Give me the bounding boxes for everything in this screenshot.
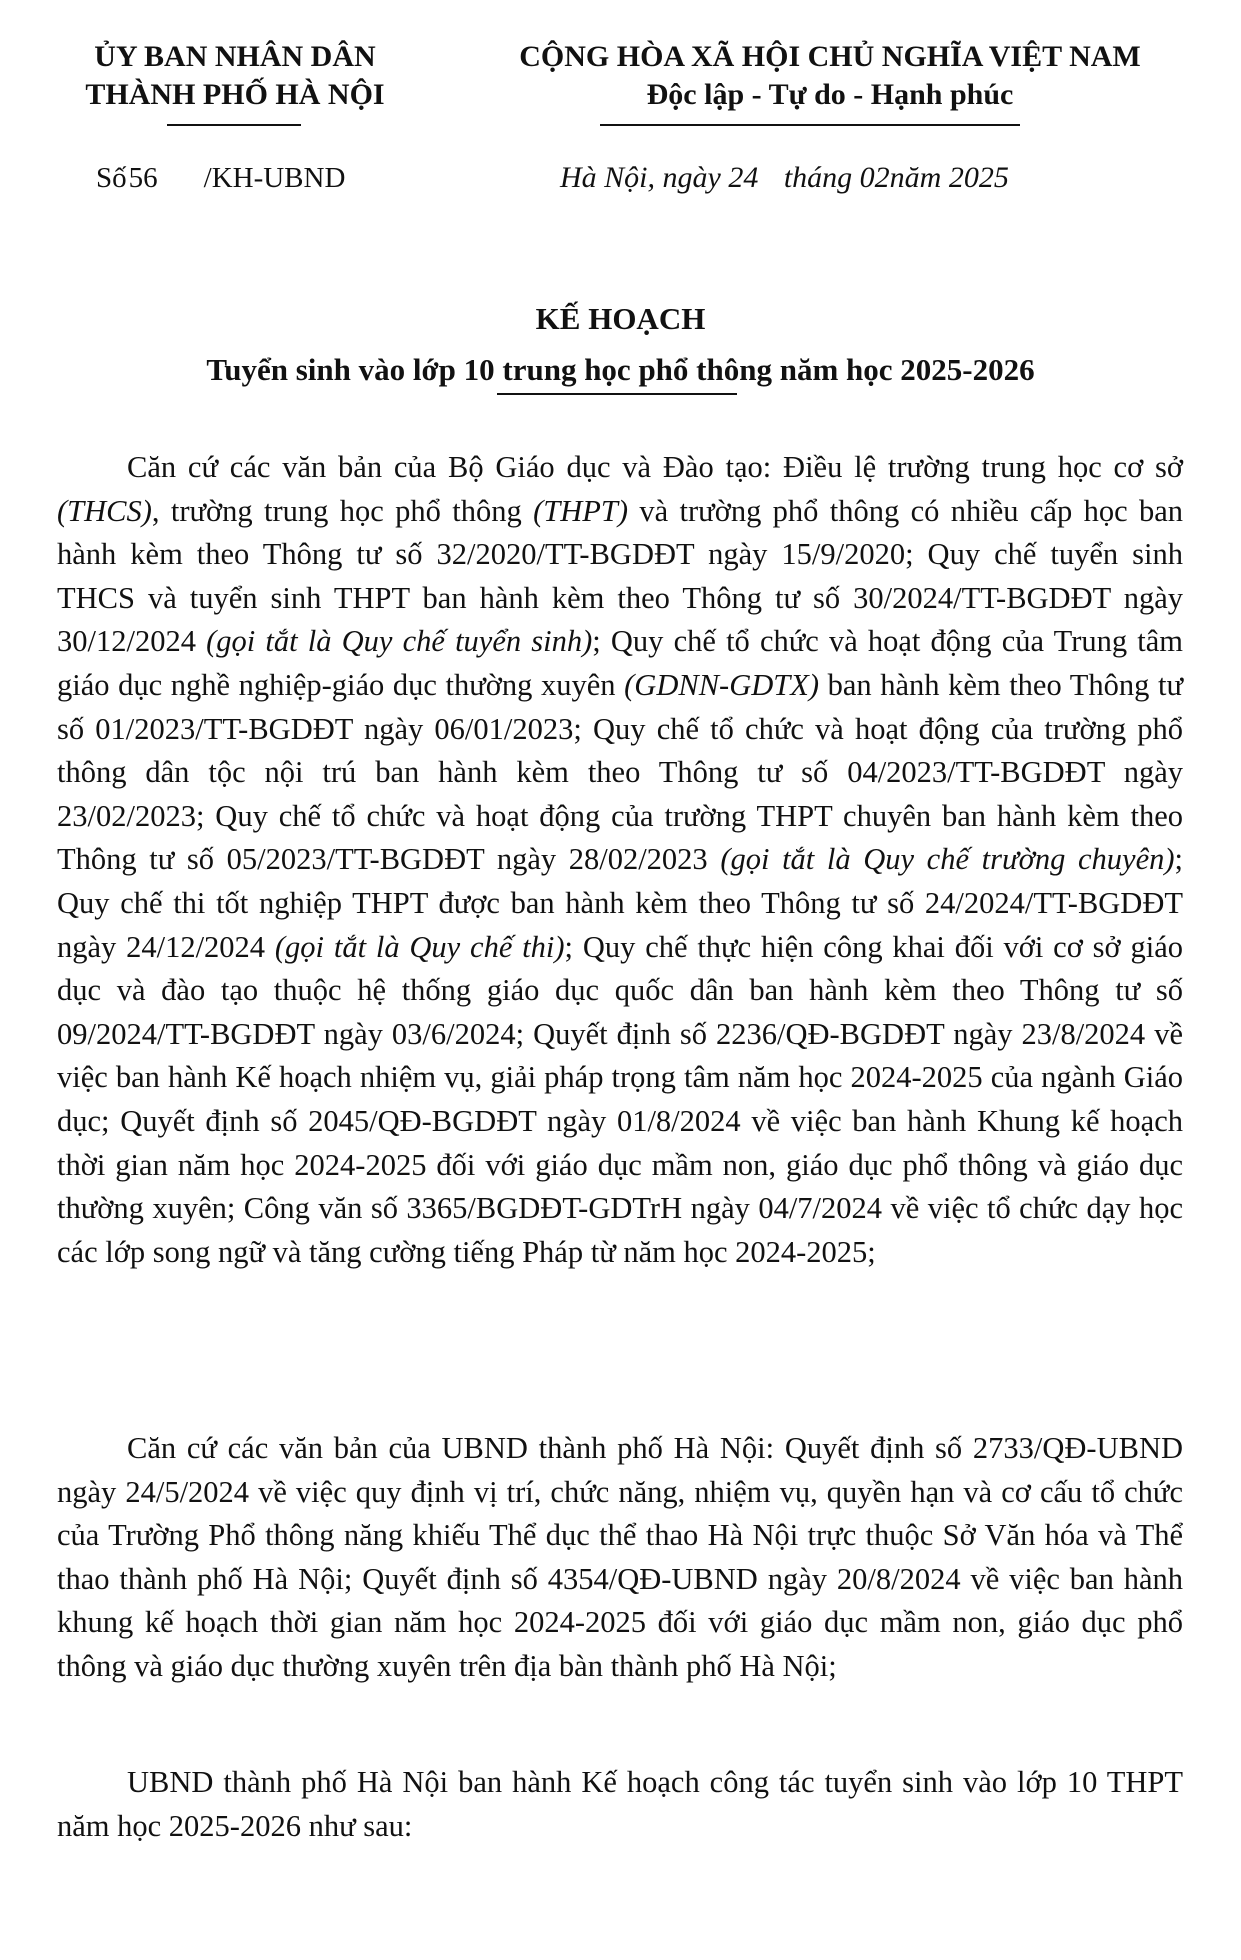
doc-number-value: 56 xyxy=(128,162,158,194)
agency-line-2: THÀNH PHỐ HÀ NỘI xyxy=(85,78,385,111)
p1-text-7: ; Quy chế thực hiện công khai đối với cơ sở giáo dục và đào tạo thuộc hệ thống giáo dục quốc dân ban hành kèm theo Thông tư số 09/2024/TT-BGDĐT ngày 03/6/2024; Quyết định số 2236/QĐ-BGDĐT ngày 23/8/2024 về việc ban hành Kế hoạch nhiệm vụ, giải pháp trọng tâm năm học 2024-2025 của ngành Giáo dục; Quyết định số 2045/QĐ-BGDĐT ngày 01/8/2024 về việc ban hành Khung kế hoạch thời gian năm học 2024-2025 đối với giáo dục mầm non, giáo dục phổ thông và giáo dục thường xuyên; Công văn số 3365/BGDĐT-GDTrH ngày 04/7/2024 về việc tổ chức dạy học các lớp song ngữ và tăng cường tiếng Pháp từ năm học 2024-2025; xyxy=(57,929,1183,1269)
title-underline xyxy=(497,393,737,395)
p1-text-5: ban hành kèm theo Thông tư số 01/2023/TT-BGDĐT ngày 06/01/2023; Quy chế tổ chức và hoạt động của trường phổ thông dân tộc nội trú ban hành kèm theo Thông tư số 04/2023/TT-BGDĐT ngày 23/02/2023; Quy chế tổ chức và hoạt động của trường THPT chuyên ban hành kèm theo Thông tư số 05/2023/TT-BGDĐT ngày 28/02/2023 xyxy=(57,667,1183,877)
motto-underline xyxy=(600,124,1020,126)
p1-italic-4: (GDNN-GDTX) xyxy=(624,667,819,702)
date-year: năm 2025 xyxy=(889,161,1009,194)
issuing-agency xyxy=(40,38,430,114)
p1-italic-2: (THPT) xyxy=(533,493,629,528)
p1-italic-3: (gọi tắt là Quy chế tuyển sinh) xyxy=(206,624,593,659)
p1-text-1: Căn cứ các văn bản của Bộ Giáo dục và Đào tạo: Điều lệ trường trung học cơ sở xyxy=(127,450,1183,484)
doc-number-code: /KH-UBND xyxy=(203,162,346,194)
agency-underline xyxy=(167,124,301,126)
document-title: KẾ HOẠCH xyxy=(535,301,706,336)
date-day: 24 xyxy=(728,161,759,194)
p1-italic-1: (THCS) xyxy=(57,493,152,528)
p1-italic-6: (gọi tắt là Quy chế thi) xyxy=(274,929,565,964)
date-month-label: tháng xyxy=(783,161,853,194)
date-month: 02 xyxy=(859,161,890,194)
document-number xyxy=(96,160,345,196)
place-and-date xyxy=(560,160,1009,196)
national-motto xyxy=(440,38,1220,114)
p1-text-6: ; Quy chế thi tốt nghiệp THPT được ban hành kèm theo Thông tư số 24/2024/TT-BGDĐT ngày 24/12/2024 xyxy=(57,842,1184,964)
p1-italic-5: (gọi tắt là Quy chế trường chuyên) xyxy=(720,842,1175,877)
date-place: Hà Nội, ngày xyxy=(560,161,721,194)
nation-line-1: CỘNG HÒA XÃ HỘI CHỦ NGHĨA VIỆT NAM xyxy=(519,40,1141,73)
p1-text-2: , trường trung học phổ thông xyxy=(151,493,534,528)
doc-number-prefix: Số xyxy=(96,162,127,194)
paragraph-issuance xyxy=(57,1761,1183,1848)
nation-line-2: Độc lập - Tự do - Hạnh phúc xyxy=(646,78,1014,111)
p3-text: UBND thành phố Hà Nội ban hành Kế hoạch công tác tuyển sinh vào lớp 10 THPT năm học 2025-2026 như sau: xyxy=(57,1765,1183,1843)
document-subtitle: Tuyển sinh vào lớp 10 trung học phổ thông năm học 2025-2026 xyxy=(206,352,1035,387)
paragraph-ministry-basis xyxy=(57,446,1183,1274)
paragraph-city-basis xyxy=(57,1427,1183,1689)
p2-text: Căn cứ các văn bản của UBND thành phố Hà Nội: Quyết định số 2733/QĐ-UBND ngày 24/5/2024 về việc quy định vị trí, chức năng, nhiệm vụ, quyền hạn và cơ cấu tổ chức của Trường Phổ thông năng khiếu Thể dục thể thao Hà Nội trực thuộc Sở Văn hóa và Thể thao thành phố Hà Nội; Quyết định số 4354/QĐ-UBND ngày 20/8/2024 về việc ban hành khung kế hoạch thời gian năm học 2024-2025 đối với giáo dục mầm non, giáo dục phổ thông và giáo dục thường xuyên trên địa bàn thành phố Hà Nội; xyxy=(57,1431,1183,1683)
p1-text-3: và trường phổ thông có nhiều cấp học ban hành kèm theo Thông tư số 32/2020/TT-BGDĐT ngày 15/9/2020; Quy chế tuyển sinh THCS và tuyển sinh THPT ban hành kèm theo Thông tư số 30/2024/TT-BGDĐT ngày 30/12/2024 xyxy=(57,493,1184,659)
agency-line-1: ỦY BAN NHÂN DÂN xyxy=(94,40,376,73)
p1-text-4: ; Quy chế tổ chức và hoạt động của Trung tâm giáo dục nghề nghiệp-giáo dục thường xuyên xyxy=(57,624,1183,702)
